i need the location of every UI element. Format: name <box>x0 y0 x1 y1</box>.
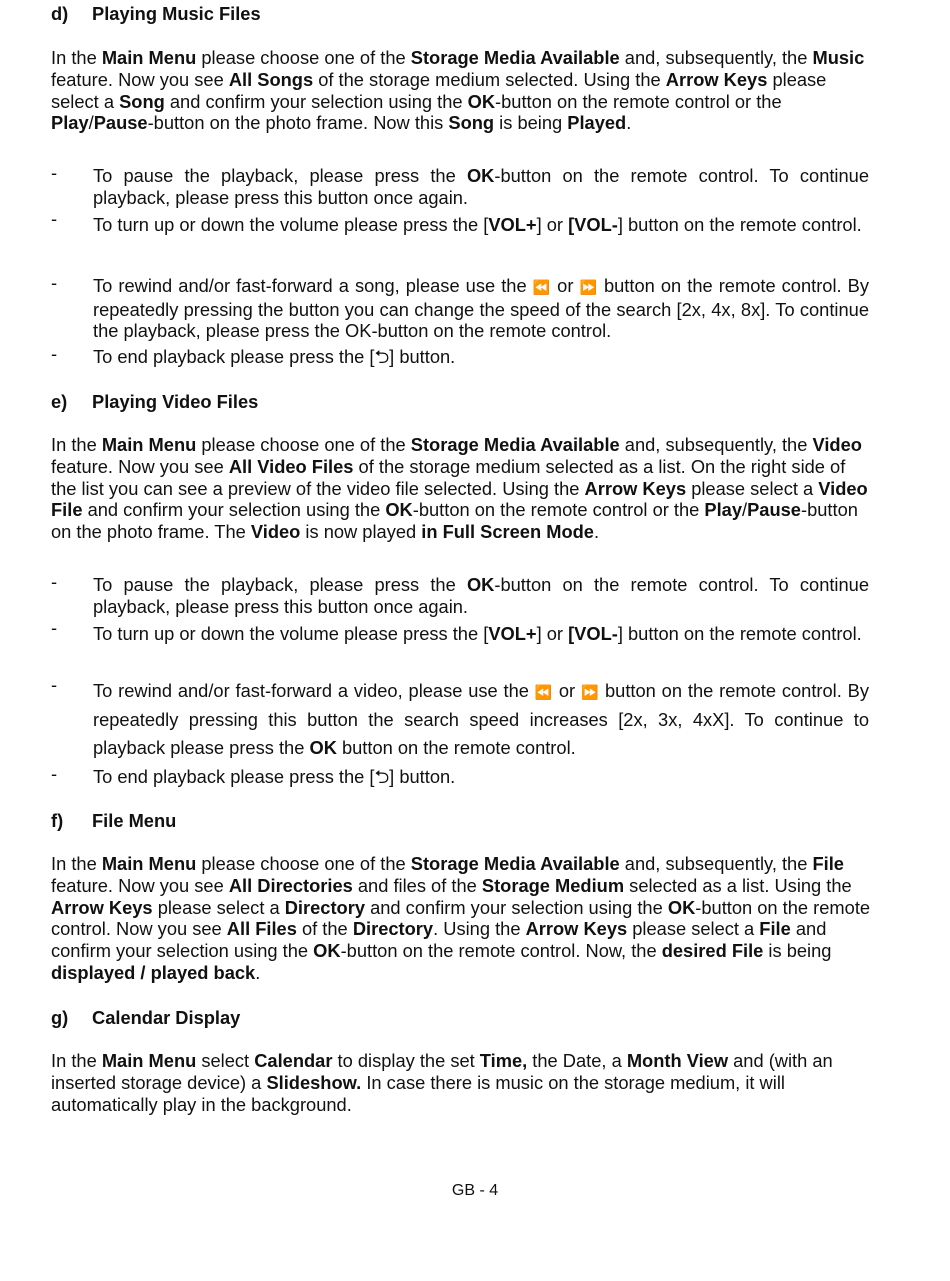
section-heading-e <box>51 391 258 413</box>
bullet-item: - To turn up or down the volume please press the [VOL+] or [VOL-] button on the remote control. <box>51 208 862 235</box>
bullet-item: - To rewind and/or fast-forward a song, please use the ⏪ or ⏩ button on the remote control. By repeatedly pressing the button you can change the speed of the search [2x, 4x, 8x]. To continue the playback, please press the OK-button on the remote control. <box>51 272 870 341</box>
section-intro-g: In the Main Menu select Calendar to display the set Time, the Date, a Month View and (with an inserted storage device) a Slideshow. In case there is music on the storage medium, it will automatically play in the background. <box>51 1050 833 1115</box>
bullet-item: - To turn up or down the volume please press the [VOL+] or [VOL-] button on the remote control. <box>51 617 862 644</box>
section-label: d) <box>51 3 69 24</box>
section-label: f) <box>51 810 64 831</box>
section-intro-e: In the Main Menu please choose one of the Storage Media Available and, subsequently, the Video feature. Now you see All Video Files of the storage medium selected as a list. On the right side of the list you can see a preview of the video file selected. Using the Arrow Keys please select a Video File and confirm your selection using the OK-button on the remote control or the Play/Pause-button on the photo frame. The Video is now played in Full Screen Mode. <box>51 434 868 543</box>
section-title: Playing Music Files <box>92 3 261 24</box>
bullet-item: - To pause the playback, please press the OK-button on the remote control. To continue playback, please press this button once again. <box>51 571 870 617</box>
bullet-item: - To end playback please press the [⮌] button. <box>51 763 456 787</box>
bullet-item: - To rewind and/or fast-forward a video, please use the ⏪ or ⏩ button on the remote control. By repeatedly pressing this button the search speed increases [2x, 3x, 4xX]. To continue to playback please press the OK button on the remote control. <box>51 674 869 758</box>
section-title: Calendar Display <box>92 1007 241 1028</box>
section-title: File Menu <box>92 810 177 831</box>
section-heading-d <box>51 3 261 25</box>
bullet-item: - To end playback please press the [⮌] button. <box>51 343 456 367</box>
section-label: g) <box>51 1007 69 1028</box>
section-title: Playing Video Files <box>92 391 259 412</box>
page-number: GB - 4 <box>451 1182 499 1199</box>
section-label: e) <box>51 391 68 412</box>
section-heading-g <box>51 1007 240 1029</box>
section-heading-f <box>51 810 176 832</box>
section-intro-d: In the Main Menu please choose one of the Storage Media Available and, subsequently, the Music feature. Now you see All Songs of the storage medium selected. Using the Arrow Keys please select a Song and confirm your selection using the OK-button on the remote control or the Play/Pause-button on the photo frame. Now this Song is being Played. <box>51 47 865 134</box>
section-intro-f: In the Main Menu please choose one of the Storage Media Available and, subsequently, the File feature. Now you see All Directories and files of the Storage Medium selected as a list. Using the Arrow Keys please select a Directory and confirm your selection using the OK-button on the remote control. Now you see All Files of the Directory. Using the Arrow Keys please select a File and confirm your selection using the OK-button on the remote control. Now, the desired File is being displayed / played back. <box>51 853 871 983</box>
bullet-item: - To pause the playback, please press the OK-button on the remote control. To continue playback, please press this button once again. <box>51 162 870 208</box>
